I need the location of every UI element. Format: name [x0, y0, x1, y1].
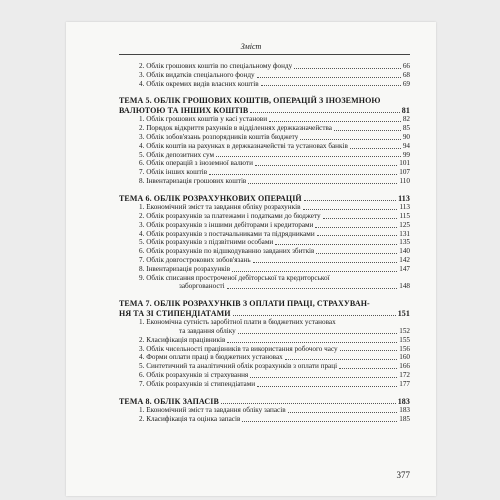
toc-entry-page: 135 [399, 238, 410, 247]
toc-entry-page: 160 [399, 353, 410, 362]
section-title [119, 194, 410, 204]
leader-dots [340, 349, 398, 351]
toc-entry-page: 156 [399, 344, 410, 353]
toc-entry [119, 247, 410, 256]
toc-entry [119, 142, 410, 151]
section-title [119, 299, 410, 318]
leader-dots [227, 287, 398, 289]
toc-entry-title: 3. Облік чисельності працівників та використання робочого часу [139, 344, 338, 353]
toc-entry-title: 2. Облік розрахунків за платежами і податками до бюджету [139, 212, 321, 221]
toc-entry [119, 274, 410, 283]
leader-dots [300, 138, 400, 140]
toc-entry-title: 1. Облік грошових коштів у касі установи [139, 115, 268, 124]
leader-dots [233, 314, 396, 316]
toc-entry [119, 318, 410, 327]
toc-entry-title: 3. Облік зобов'язань розпорядників коштів бюджету [139, 132, 299, 141]
toc-entry-page: 115 [399, 212, 410, 221]
leader-dots [294, 67, 401, 69]
toc-entry-title: 6. Облік розрахунків зі страхування [139, 371, 249, 380]
toc-entry-title: 8. Інвентаризація розрахунків [139, 264, 231, 273]
toc-entry-title: 9. Облік списання простроченої дебіторської та кредиторської [139, 273, 330, 282]
leader-dots [334, 129, 401, 131]
toc-entry-page: 177 [399, 379, 410, 388]
toc-section [119, 194, 410, 291]
leader-dots [261, 84, 401, 86]
leader-dots [269, 120, 401, 122]
top-entries [119, 62, 410, 88]
toc-entry-page: 110 [399, 176, 410, 185]
toc-entry [119, 371, 410, 380]
toc-entry-title: 4. Форми оплати праці в бюджетних установах [139, 353, 283, 362]
toc-entry-page: 113 [399, 203, 410, 212]
toc-entry [119, 256, 410, 265]
toc-entry-page: 90 [402, 132, 410, 141]
toc-entry-page: 68 [402, 70, 410, 79]
toc-entry-page: 125 [399, 220, 410, 229]
toc-entry-page: 85 [402, 124, 410, 133]
leader-dots [257, 76, 401, 78]
toc-entry-title: 1. Економічний зміст та завдання обліку розрахунків [139, 203, 301, 212]
toc-entry-title: 1. Економічна сутність заробітної плати в бюджетних установах [139, 318, 336, 327]
table-of-contents [119, 62, 410, 424]
leader-dots [238, 332, 397, 334]
section-title-line: ВАЛЮТОЮ ТА ІНШИХ КОШТІВ [119, 105, 249, 115]
toc-entry [119, 71, 410, 80]
leader-dots [227, 341, 397, 343]
leader-dots [288, 411, 398, 413]
toc-entry-page: 147 [399, 264, 410, 273]
leader-dots [304, 199, 396, 201]
toc-entry-title-cont: заборгованості [179, 282, 225, 291]
leader-dots [216, 155, 401, 157]
toc-entry-title: 1. Економічний зміст та завдання обліку запасів [139, 406, 286, 415]
toc-entry-page: 172 [399, 371, 410, 380]
section-title-line: ТЕМА 7. ОБЛІК РОЗРАХУНКІВ З ОПЛАТИ ПРАЦІ, СТРАХУВАН- [119, 299, 370, 309]
toc-entry [119, 80, 410, 89]
leader-dots [316, 252, 397, 254]
leader-dots [257, 385, 397, 387]
section-page: 151 [397, 308, 410, 318]
page-number: 377 [396, 470, 410, 480]
leader-dots [315, 226, 397, 228]
toc-entry-page: 142 [399, 256, 410, 265]
toc-entry-title: 2. Облік грошових коштів по спеціальному фонду [139, 62, 293, 70]
leader-dots [255, 164, 397, 166]
toc-entry [119, 238, 410, 247]
toc-entry-title: 6. Облік операцій з іноземної валюти [139, 159, 253, 168]
toc-entry-page: 101 [399, 159, 410, 168]
leader-dots [323, 217, 398, 219]
toc-entry [119, 265, 410, 274]
leader-dots [317, 234, 398, 236]
toc-entry-title-cont: та завдання обліку [179, 327, 236, 336]
toc-entry [119, 212, 410, 221]
toc-entry-page: 66 [402, 62, 410, 70]
toc-entry-page: 131 [399, 229, 410, 238]
section-title-line: ТЕМА 6. ОБЛІК РОЗРАХУНКОВИХ ОПЕРАЦІЙ [119, 193, 302, 203]
toc-entry-page: 140 [399, 247, 410, 256]
toc-entry [119, 406, 410, 415]
running-header: Зміст [240, 42, 262, 51]
toc-entry [119, 415, 410, 424]
toc-entry-title: 6. Облік розрахунків по відшкодуванню завданих збитків [139, 247, 315, 256]
leader-dots [232, 270, 397, 272]
toc-section [119, 299, 410, 388]
section-page: 113 [398, 193, 410, 203]
toc-entry [119, 124, 410, 133]
leader-dots [221, 402, 396, 404]
toc-entry-page: 107 [399, 168, 410, 177]
leader-dots [248, 182, 397, 184]
toc-entry-page: 183 [399, 406, 410, 415]
toc-entry [119, 336, 410, 345]
header-rule [119, 54, 410, 55]
toc-entry-continuation [119, 327, 410, 336]
leader-dots [250, 111, 399, 113]
toc-entry-continuation [119, 282, 410, 291]
leader-dots [285, 358, 397, 360]
toc-entry [119, 380, 410, 389]
toc-entry [119, 115, 410, 124]
toc-entry-title: 7. Облік довгострокових зобов'язань [139, 256, 251, 265]
section-page: 81 [401, 105, 410, 115]
section-title-line: ТЕМА 8. ОБЛІК ЗАПАСІВ [119, 396, 219, 406]
toc-entry-title: 7. Облік розрахунків зі стипендіатами [139, 379, 256, 388]
section-title-line: ТЕМА 5. ОБЛІК ГРОШОВИХ КОШТІВ, ОПЕРАЦІЙ З ІНОЗЕМНОЮ [119, 96, 381, 106]
leader-dots [275, 243, 397, 245]
leader-dots [250, 376, 397, 378]
section-title-line: НЯ ТА ЗІ СТИПЕНДІАТАМИ [119, 308, 231, 318]
toc-entry-page: 166 [399, 362, 410, 371]
toc-entry [119, 168, 410, 177]
toc-entry-title: 2. Класифікація та оцінка запасів [139, 414, 241, 423]
toc-entry [119, 151, 410, 160]
toc-entry [119, 221, 410, 230]
toc-entry-title: 8. Інвентаризація грошових коштів [139, 176, 247, 185]
toc-entry [119, 353, 410, 362]
section-page: 183 [397, 396, 410, 406]
toc-section [119, 96, 410, 185]
toc-entry-page: 148 [399, 282, 410, 291]
toc-entry [119, 62, 410, 71]
toc-entry [119, 177, 410, 186]
toc-entry-title: 4. Облік окремих видів власних коштів [139, 79, 259, 88]
toc-entry-title: 4. Облік коштів на рахунках в держказначействі та установах банків [139, 141, 348, 150]
leader-dots [303, 208, 398, 210]
toc-entry-page: 69 [402, 79, 410, 88]
toc-entry-title: 2. Класифікація працівників [139, 335, 226, 344]
leader-dots [209, 173, 397, 175]
toc-entry [119, 203, 410, 212]
toc-entry-title: 3. Облік розрахунків з іншими дебіторами і кредиторами [139, 220, 314, 229]
section-title [119, 96, 410, 115]
leader-dots [339, 367, 397, 369]
toc-entry-page: 94 [402, 141, 410, 150]
toc-entry [119, 230, 410, 239]
toc-entry-title: 7. Облік інших коштів [139, 168, 208, 177]
toc-entry [119, 133, 410, 142]
toc-entry-page: 152 [399, 327, 410, 336]
toc-entry-page: 99 [402, 150, 410, 159]
toc-entry-title: 2. Порядок відкриття рахунків в відділеннях держказначейства [139, 124, 333, 133]
toc-entry [119, 362, 410, 371]
toc-entry-title: 5. Облік депозитних сум [139, 150, 215, 159]
leader-dots [242, 420, 397, 422]
toc-entry [119, 345, 410, 354]
toc-entry-page: 82 [402, 115, 410, 124]
leader-dots [350, 147, 401, 149]
toc-entry-title: 4. Облік розрахунків з постачальниками та підрядниками [139, 229, 315, 238]
book-page [66, 22, 436, 496]
toc-section [119, 397, 410, 424]
section-title [119, 397, 410, 407]
toc-entry-title: 5. Облік розрахунків з підзвітними особами [139, 238, 274, 247]
toc-entry-page: 155 [399, 335, 410, 344]
toc-entry-page: 185 [399, 414, 410, 423]
toc-entry-title: 3. Облік видатків спеціального фонду [139, 70, 255, 79]
leader-dots [253, 261, 398, 263]
toc-entry-title: 5. Синтетичний та аналітичний облік розрахунків з оплати праці [139, 362, 338, 371]
toc-entry [119, 159, 410, 168]
